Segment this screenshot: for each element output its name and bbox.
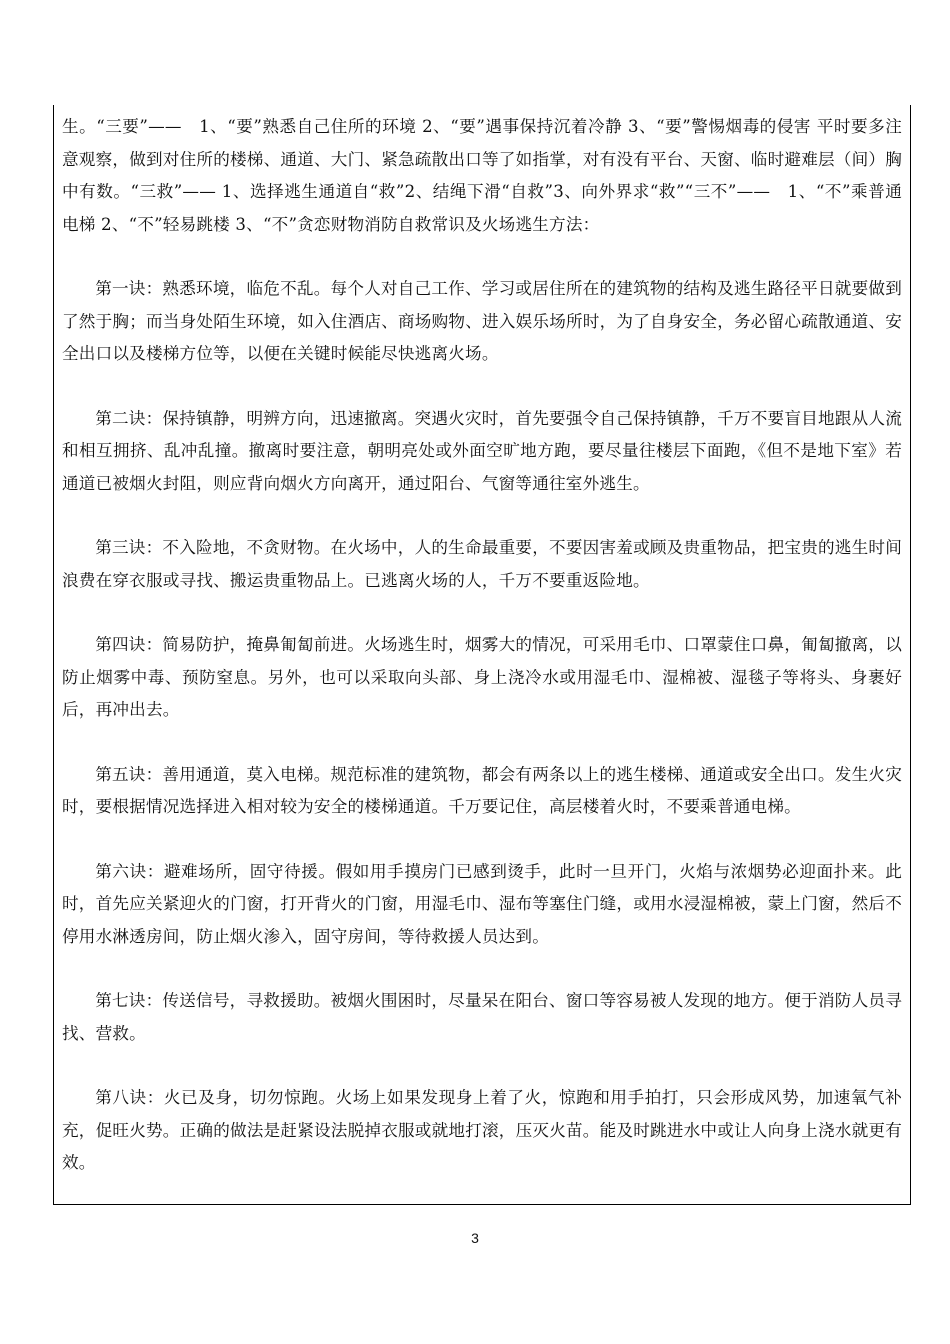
- document-table-cell: [53, 105, 911, 1205]
- paragraph-rule-6: 第六诀：避难场所，固守待援。假如用手摸房门已感到烫手，此时一旦开门，火焰与浓烟势必迎面扑来。此时，首先应关紧迎火的门窗，打开背火的门窗，用湿毛巾、湿布等塞住门缝，或用水浸湿棉被，蒙上门窗，然后不停用水淋透房间，防止烟火渗入，固守房间，等待救援人员达到。: [62, 861, 902, 946]
- paragraph-rule-2: 第二诀：保持镇静，明辨方向，迅速撤离。突遇火灾时，首先要强令自己保持镇静，千万不要盲目地跟从人流和相互拥挤、乱冲乱撞。撤离时要注意，朝明亮处或外面空旷地方跑，要尽量往楼层下面跑，《但不是地下室》若通道已被烟火封阻，则应背向烟火方向离开，通过阳台、气窗等通往室外逃生。: [62, 408, 902, 493]
- paragraph-rule-8: 第八诀：火已及身，切勿惊跑。火场上如果发现身上着了火，惊跑和用手拍打，只会形成风势，加速氧气补充，促旺火势。正确的做法是赶紧设法脱掉衣服或就地打滚，压灭火苗。能及时跳进水中或让人向身上浇水就更有效。: [62, 1088, 902, 1172]
- paragraph-rule-4: 第四诀：简易防护，掩鼻匍匐前进。火场逃生时，烟雾大的情况，可采用毛巾、口罩蒙住口鼻，匍匐撤离，以防止烟雾中毒、预防窒息。另外，也可以采取向头部、身上浇冷水或用湿毛巾、湿棉被、湿毯子等将头、身裹好后，再冲出去。: [62, 635, 902, 719]
- paragraph-rule-5: 第五诀：善用通道，莫入电梯。规范标准的建筑物，都会有两条以上的逃生楼梯、通道或安全出口。发生火灾时，要根据情况选择进入相对较为安全的楼梯通道。千万要记住，高层楼着火时，不要乘普通电梯。: [62, 764, 902, 816]
- document-body: [54, 105, 910, 1205]
- page-number: 3: [471, 1230, 479, 1246]
- paragraph-rule-1: 第一诀：熟悉环境，临危不乱。每个人对自己工作、学习或居住所在的建筑物的结构及逃生路径平日就要做到了然于胸；而当身处陌生环境，如入住酒店、商场购物、进入娱乐场所时，为了自身安全，务必留心疏散通道、安全出口以及楼梯方位等，以便在关键时候能尽快逃离火场。: [62, 279, 902, 363]
- paragraph-rule-7: 第七诀：传送信号，寻救援助。被烟火围困时，尽量呆在阳台、窗口等容易被人发现的地方。便于消防人员寻找、营救。: [62, 991, 902, 1043]
- paragraph-rule-3: 第三诀：不入险地，不贪财物。在火场中，人的生命最重要，不要因害羞或顾及贵重物品，把宝贵的逃生时间浪费在穿衣服或寻找、搬运贵重物品上。已逃离火场的人，千万不要重返险地。: [62, 538, 902, 590]
- paragraph-intro: 生。“三要”—— 1、“要”熟悉自己住所的环境 2、“要”遇事保持沉着冷静 3、“要”警惕烟毒的侵害 平时要多注意观察，做到对住所的楼梯、通道、大门、紧急疏散出口等了如指掌，对有没有平台、天窗、临时避难层（间）胸中有数。“三救”—— 1、选择逃生通道自“救”2、结绳下滑“自救”3、向外界求“救”“三不”—— 1、“不”乘普通电梯 2、“不”轻易跳楼 3、“不”贪恋财物消防自救常识及火场逃生方法：: [62, 117, 902, 234]
